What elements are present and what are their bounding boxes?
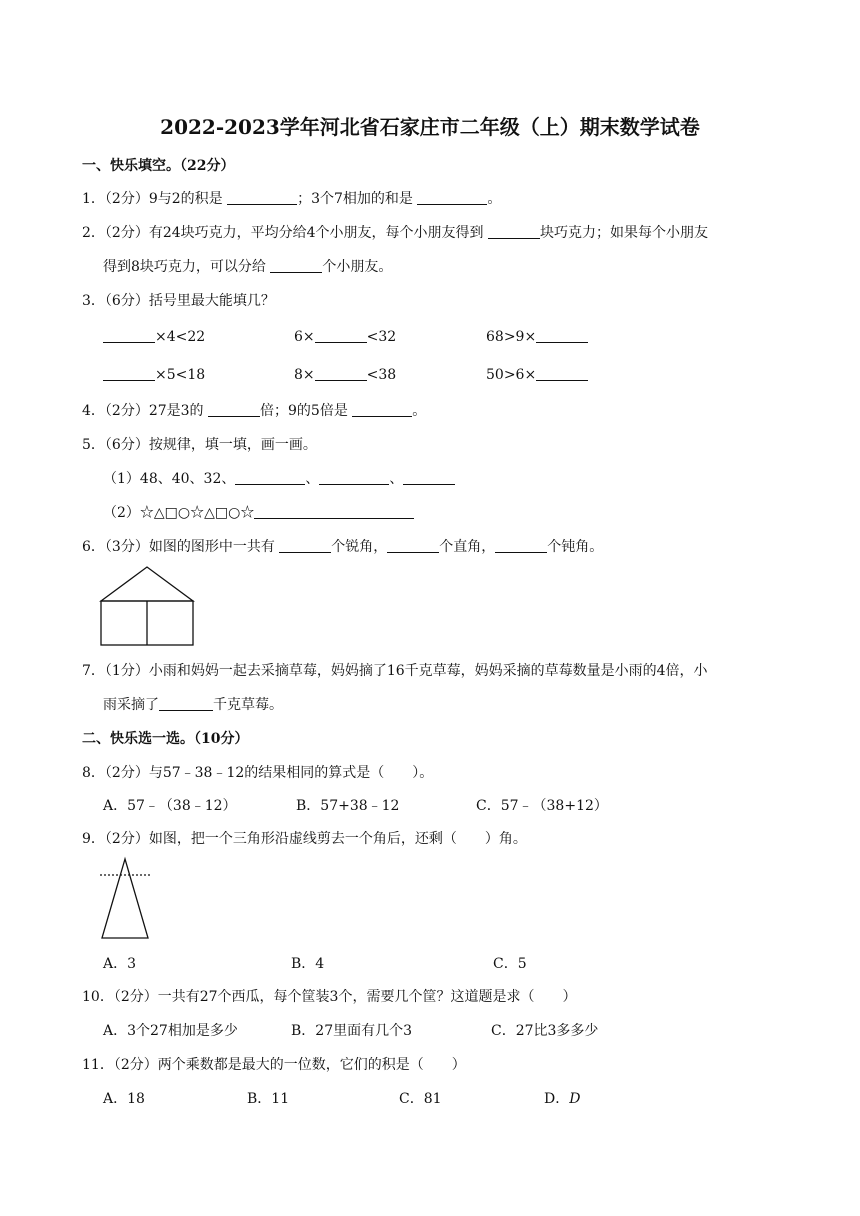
q6-blank-2[interactable] — [387, 538, 439, 553]
q10-option-c[interactable]: C．27比3多多少 — [491, 1023, 599, 1039]
q5-blank-1[interactable] — [235, 470, 305, 485]
q4-text-c: 。 — [412, 403, 427, 419]
q5-blank-3[interactable] — [403, 470, 455, 485]
q3-r2c2-text-b: <38 — [366, 367, 397, 383]
q11-option-d-label: D． — [544, 1091, 570, 1107]
q3-r1-c3 — [486, 328, 588, 346]
question-8-heading: 8．（2分）与57﹣38﹣12的结果相同的算式是（ ）。 — [82, 765, 434, 781]
q3-blank-r1c2[interactable] — [315, 328, 367, 343]
page-title: 2022-2023学年河北省石家庄市二年级（上）期末数学试卷 — [160, 115, 700, 139]
question-2-line-1 — [82, 224, 708, 242]
q9-option-a[interactable]: A．3 — [103, 956, 137, 972]
question-7-line-2 — [103, 696, 283, 714]
question-5-heading: 5．（6分）按规律，填一填，画一画。 — [82, 437, 317, 453]
q3-blank-r1c3[interactable] — [536, 328, 588, 343]
q6-house-figure — [100, 566, 194, 646]
q4-text-a: 4．（2分）27是3的 — [82, 403, 204, 419]
q3-r1c3-text: 68>9× — [486, 329, 537, 345]
q8-option-a[interactable]: A．57﹣（38﹣12） — [103, 798, 237, 814]
question-4 — [82, 402, 426, 420]
question-9-heading: 9．（2分）如图，把一个三角形沿虚线剪去一个角后，还剩（ ）角。 — [82, 831, 527, 847]
q5-separator-2: 、 — [389, 471, 404, 487]
question-11-heading: 11．（2分）两个乘数都是最大的一位数，它们的积是（ ） — [82, 1057, 466, 1073]
q3-r2c1-text: ×5<18 — [155, 367, 206, 383]
q6-text-d: 个钝角。 — [547, 539, 604, 555]
q5-blank-4[interactable] — [254, 504, 414, 519]
q11-option-d-value: D — [569, 1091, 581, 1107]
q3-blank-r1c1[interactable] — [103, 328, 155, 343]
q6-text-c: 个直角， — [439, 539, 496, 555]
q4-blank-2[interactable] — [352, 402, 412, 417]
q3-r1-c1 — [103, 328, 205, 346]
q9-option-c[interactable]: C．5 — [493, 956, 527, 972]
q4-blank-1[interactable] — [208, 402, 260, 417]
q1-text-b: ；3个7相加的和是 — [297, 191, 413, 207]
q3-r2-c2 — [294, 366, 396, 384]
q1-blank-2[interactable] — [417, 190, 487, 205]
section-1-heading: 一、快乐填空。（22分） — [82, 158, 235, 174]
section-2-heading: 二、快乐选一选。（10分） — [82, 731, 249, 747]
q2-blank-2[interactable] — [270, 258, 322, 273]
q11-option-c[interactable]: C．81 — [399, 1091, 442, 1107]
q3-blank-r2c1[interactable] — [103, 366, 155, 381]
q5-blank-2[interactable] — [319, 470, 389, 485]
q7-text-a: 雨采摘了 — [103, 697, 159, 713]
q8-option-c[interactable]: C．57﹣（38+12） — [476, 798, 608, 814]
q2-text-c: 得到8块巧克力，可以分给 — [103, 259, 266, 275]
q1-text-a: 1．（2分）9与2的积是 — [82, 191, 223, 207]
q3-r2-c3 — [486, 366, 588, 384]
question-3-heading: 3．（6分）括号里最大能填几？ — [82, 293, 275, 309]
q1-text-c: 。 — [487, 191, 502, 207]
question-6 — [82, 538, 603, 556]
q11-option-d[interactable] — [544, 1090, 580, 1108]
q3-r2c2-text-a: 8× — [294, 367, 315, 383]
q4-text-b: 倍；9的5倍是 — [260, 403, 348, 419]
question-2-line-2 — [103, 258, 392, 276]
q9-triangle-figure — [100, 858, 152, 940]
q3-r1c2-text-b: <32 — [366, 329, 397, 345]
q9-option-b[interactable]: B．4 — [291, 956, 325, 972]
q7-text-b: 千克草莓。 — [213, 697, 283, 713]
q2-text-b: 块巧克力；如果每个小朋友 — [540, 225, 708, 241]
q6-blank-1[interactable] — [279, 538, 331, 553]
q3-blank-r2c2[interactable] — [315, 366, 367, 381]
question-5-part-2 — [103, 504, 414, 522]
q5-shape-pattern: （2）☆△□○☆△□○☆ — [103, 505, 255, 521]
q11-option-a[interactable]: A．18 — [103, 1091, 145, 1107]
q2-blank-1[interactable] — [488, 224, 540, 239]
q3-blank-r2c3[interactable] — [536, 366, 588, 381]
question-7-line-1: 7．（1分）小雨和妈妈一起去采摘草莓，妈妈摘了16千克草莓，妈妈采摘的草莓数量是小雨的4倍，小 — [82, 663, 708, 679]
q5-separator-1: 、 — [305, 471, 320, 487]
q10-option-a[interactable]: A．3个27相加是多少 — [103, 1023, 238, 1039]
q7-blank-1[interactable] — [159, 696, 213, 711]
q1-blank-1[interactable] — [227, 190, 297, 205]
q6-blank-3[interactable] — [495, 538, 547, 553]
q5-sequence-text: （1）48、40、32、 — [103, 471, 236, 487]
q3-r2c3-text: 50>6× — [486, 367, 537, 383]
q3-r1c1-text: ×4<22 — [155, 329, 206, 345]
q11-option-b[interactable]: B．11 — [247, 1091, 290, 1107]
question-10-heading: 10．（2分）一共有27个西瓜，每个筐装3个，需要几个筐？这道题是求（ ） — [82, 989, 577, 1005]
q3-r1c2-text-a: 6× — [294, 329, 315, 345]
q3-r1-c2 — [294, 328, 396, 346]
q3-r2-c1 — [103, 366, 205, 384]
question-1 — [82, 190, 501, 208]
question-5-part-1 — [103, 470, 455, 488]
q6-text-a: 6．（3分）如图的图形中一共有 — [82, 539, 275, 555]
q10-option-b[interactable]: B．27里面有几个3 — [291, 1023, 413, 1039]
q2-text-d: 个小朋友。 — [322, 259, 393, 275]
q2-text-a: 2．（2分）有24块巧克力，平均分给4个小朋友，每个小朋友得到 — [82, 225, 484, 241]
q6-text-b: 个锐角， — [331, 539, 388, 555]
q8-option-b[interactable]: B．57+38﹣12 — [296, 798, 400, 814]
